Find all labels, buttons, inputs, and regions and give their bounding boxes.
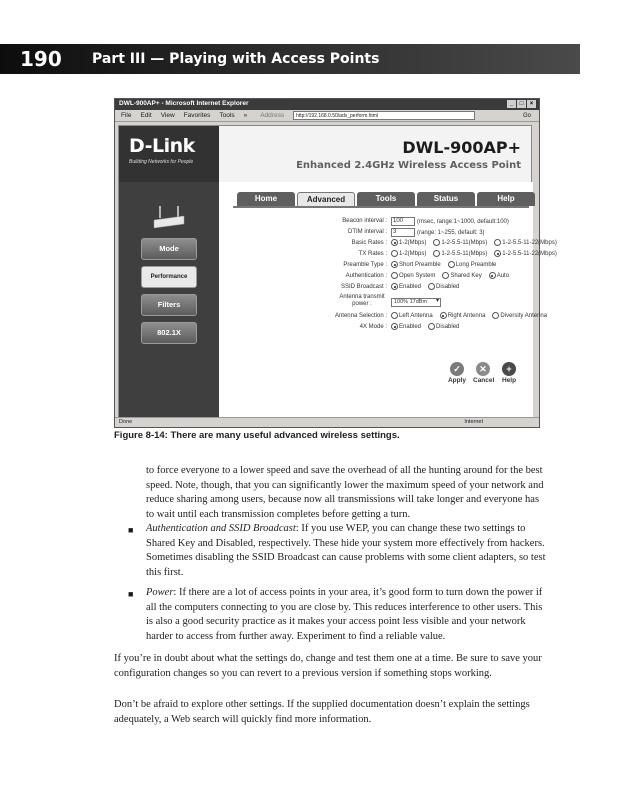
help-button[interactable]	[499, 362, 519, 384]
bullet-square-icon: ■	[128, 525, 134, 535]
tx-rate-opt-3: 1-2-5.5-11-22(Mbps)	[502, 250, 557, 257]
preamble-radio-long[interactable]	[448, 261, 455, 268]
cancel-button[interactable]	[473, 362, 493, 384]
router-main	[219, 182, 557, 420]
bullet1-text: : If you use WEP, you can change these two settings to Shared Key and Disabled, respectively. These hide your system more effectively from hackers. Sometimes disabling the SSID Broadcast can cause problems with some client adapters, so test this first.	[146, 523, 546, 578]
check-icon: ✓	[450, 362, 464, 376]
paragraph-2: Don’t be afraid to explore other settings. If the supplied documentation doesn’t explain the settings adequately, a Web search will quickly find more information.	[114, 699, 530, 725]
antenna-power-row	[219, 293, 533, 311]
minimize-icon[interactable]: _	[507, 100, 516, 108]
product-name: DWL-900AP+	[402, 138, 521, 157]
tx-rate-radio-2[interactable]	[433, 250, 440, 257]
basic-rate-radio-1[interactable]	[391, 239, 398, 246]
tx-rates-row	[219, 249, 557, 260]
logo-tagline: Building Networks for People	[129, 159, 194, 165]
go-button[interactable]: Go	[522, 112, 531, 119]
window-controls	[507, 100, 536, 108]
window-title-bar	[115, 99, 539, 110]
menu-edit[interactable]: Edit	[140, 112, 152, 119]
sidebar-mode[interactable]: Mode	[141, 238, 197, 260]
dtim-hint: (range: 1~255, default: 3)	[417, 229, 485, 236]
antenna-power-select[interactable]: 100% 17dBm ▾	[391, 298, 441, 307]
ssid-label: SSID Broadcast :	[340, 284, 387, 290]
auth-radio-auto[interactable]	[489, 272, 496, 279]
beacon-hint: (msec, range:1~1000, default:100)	[417, 218, 509, 225]
mode4x-row	[219, 322, 533, 333]
antenna-opt-diversity: Diversity Antenna	[500, 312, 548, 319]
mode4x-radio-enabled[interactable]	[391, 323, 398, 330]
basic-rate-opt-3: 1-2-5.5-11-22(Mbps)	[502, 239, 557, 246]
tx-rate-opt-2: 1-2-5.5-11(Mbps)	[441, 250, 488, 257]
apply-button[interactable]	[447, 362, 467, 384]
basic-rates-label: Basic Rates :	[351, 240, 387, 246]
caption-text: There are many useful advanced wireless settings.	[170, 430, 400, 441]
form-actions	[447, 362, 519, 384]
beacon-label: Beacon interval :	[342, 218, 387, 224]
menu-file[interactable]: File	[121, 112, 132, 119]
tab-home[interactable]: Home	[237, 192, 295, 206]
preamble-opt-long: Long Preamble	[455, 261, 497, 268]
mode4x-label: 4X Mode :	[359, 324, 387, 330]
menu-tools[interactable]: Tools	[219, 112, 235, 119]
menu-view[interactable]: View	[160, 112, 175, 119]
ssid-row	[219, 282, 533, 293]
antenna-radio-right[interactable]	[440, 312, 447, 319]
tx-rates-label: TX Rates :	[358, 251, 387, 257]
tx-rate-radio-1[interactable]	[391, 250, 398, 257]
router-sidebar	[119, 182, 219, 420]
running-header	[0, 44, 580, 74]
window-title: DWL-900AP+ - Microsoft Internet Explorer	[119, 100, 249, 107]
basic-rates-row	[219, 238, 557, 249]
figure-screenshot	[114, 98, 557, 428]
router-page	[118, 125, 557, 419]
cancel-label: Cancel	[473, 377, 495, 384]
auth-opt-open: Open System	[399, 272, 436, 279]
dlink-logo: D-Link	[129, 135, 195, 157]
preamble-radio-short[interactable]	[391, 261, 398, 268]
auth-radio-shared[interactable]	[442, 272, 449, 279]
address-input[interactable]: http://192.168.0.50/adv_perform.html	[293, 111, 475, 120]
auth-row	[219, 271, 533, 282]
close-icon[interactable]: ×	[527, 100, 536, 108]
bullet2-text: : If there are a lot of access points in your area, it’s good form to turn down the power if all the computers connecting to you are close by. This reduces interference to other users. This is also a good security practice as it makes your access point less visible and your network harder to access from further away. Experiment to find a reliable value.	[146, 587, 543, 642]
router-tabs	[237, 192, 535, 206]
caption-label: Figure 8-14:	[114, 430, 168, 441]
status-done: Done	[119, 419, 133, 425]
beacon-input[interactable]: 100	[391, 217, 415, 226]
antenna-radio-diversity[interactable]	[492, 312, 499, 319]
dtim-row	[219, 227, 533, 238]
paragraph-1: If you’re in doubt about what the settings do, change and test them one at a time. Be sure to save your configuration changes so you can revert to a previous version if something stops working.	[114, 653, 542, 679]
access-point-icon	[152, 204, 186, 230]
tab-underline	[233, 206, 529, 208]
menu-more[interactable]: »	[243, 112, 248, 119]
tx-rate-opt-1: 1-2(Mbps)	[399, 250, 427, 257]
ssid-opt-disabled: Disabled	[436, 283, 460, 290]
antenna-select-row	[219, 311, 548, 322]
mode4x-opt-enabled: Enabled	[399, 323, 422, 330]
antenna-power-label: Antenna transmit power :	[339, 294, 385, 307]
auth-label: Authentication :	[345, 273, 387, 279]
performance-form	[219, 216, 557, 333]
menu-bar	[115, 110, 539, 122]
mode4x-radio-disabled[interactable]	[428, 323, 435, 330]
auth-opt-shared: Shared Key	[450, 272, 482, 279]
tab-advanced[interactable]: Advanced	[297, 192, 355, 206]
dtim-label: DTIM interval :	[347, 229, 387, 235]
beacon-row	[219, 216, 533, 227]
dtim-input[interactable]: 3	[391, 228, 415, 237]
sidebar-filters[interactable]: Filters	[141, 294, 197, 316]
preamble-opt-short: Short Preamble	[399, 261, 441, 268]
menu-favorites[interactable]: Favorites	[183, 112, 211, 119]
tab-tools[interactable]: Tools	[357, 192, 415, 206]
antenna-radio-left[interactable]	[391, 312, 398, 319]
ssid-radio-disabled[interactable]	[428, 283, 435, 290]
router-header	[119, 126, 531, 182]
mode4x-opt-disabled: Disabled	[436, 323, 460, 330]
preamble-row	[219, 260, 533, 271]
basic-rate-opt-1: 1-2(Mbps)	[399, 239, 427, 246]
auth-radio-open[interactable]	[391, 272, 398, 279]
auth-opt-auto: Auto	[496, 272, 510, 279]
antenna-opt-right: Right Antenna	[447, 312, 486, 319]
help-label: Help	[501, 377, 517, 384]
status-zone: Internet	[464, 419, 483, 425]
page-number: 190	[20, 47, 62, 71]
plus-icon: +	[502, 362, 516, 376]
bullet1-term: Authentication and SSID Broadcast	[146, 523, 296, 534]
bullet-authentication	[146, 522, 546, 580]
sidebar-802-1x[interactable]: 802.1X	[141, 322, 197, 344]
part-title: Part III — Playing with Access Points	[92, 51, 380, 67]
maximize-icon[interactable]: □	[517, 100, 526, 108]
tx-rate-radio-3[interactable]	[494, 250, 501, 257]
antenna-opt-left: Left Antenna	[399, 312, 433, 319]
tab-help[interactable]: Help	[477, 192, 535, 206]
basic-rate-radio-3[interactable]	[494, 239, 501, 246]
bullet2-term: Power	[146, 587, 174, 598]
logo-panel	[119, 126, 219, 182]
address-label: Address	[260, 112, 285, 119]
basic-rate-opt-2: 1-2-5.5-11(Mbps)	[441, 239, 488, 246]
antenna-select-label: Antenna Selection :	[334, 313, 387, 319]
bullet-square-icon: ■	[128, 589, 134, 599]
basic-rate-radio-2[interactable]	[433, 239, 440, 246]
tab-status[interactable]: Status	[417, 192, 475, 206]
preamble-label: Preamble Type :	[343, 262, 387, 268]
apply-label: Apply	[447, 377, 467, 384]
continued-paragraph: to force everyone to a lower speed and save the overhead of all the hunting around for the best speed. Note, though, that you can significantly lower the maximum speed of your network and reduce sharing among users, because now all transmissions will take longer and everyone has to wait until each transmission completes before getting a turn.	[146, 465, 544, 520]
status-bar	[115, 417, 539, 427]
x-icon: ✕	[476, 362, 490, 376]
ssid-opt-enabled: Enabled	[399, 283, 422, 290]
figure-caption	[114, 430, 400, 441]
bullet-power	[146, 586, 546, 644]
sidebar-performance[interactable]: Performance	[141, 266, 197, 288]
product-subtitle: Enhanced 2.4GHz Wireless Access Point	[296, 160, 521, 171]
ssid-radio-enabled[interactable]	[391, 283, 398, 290]
